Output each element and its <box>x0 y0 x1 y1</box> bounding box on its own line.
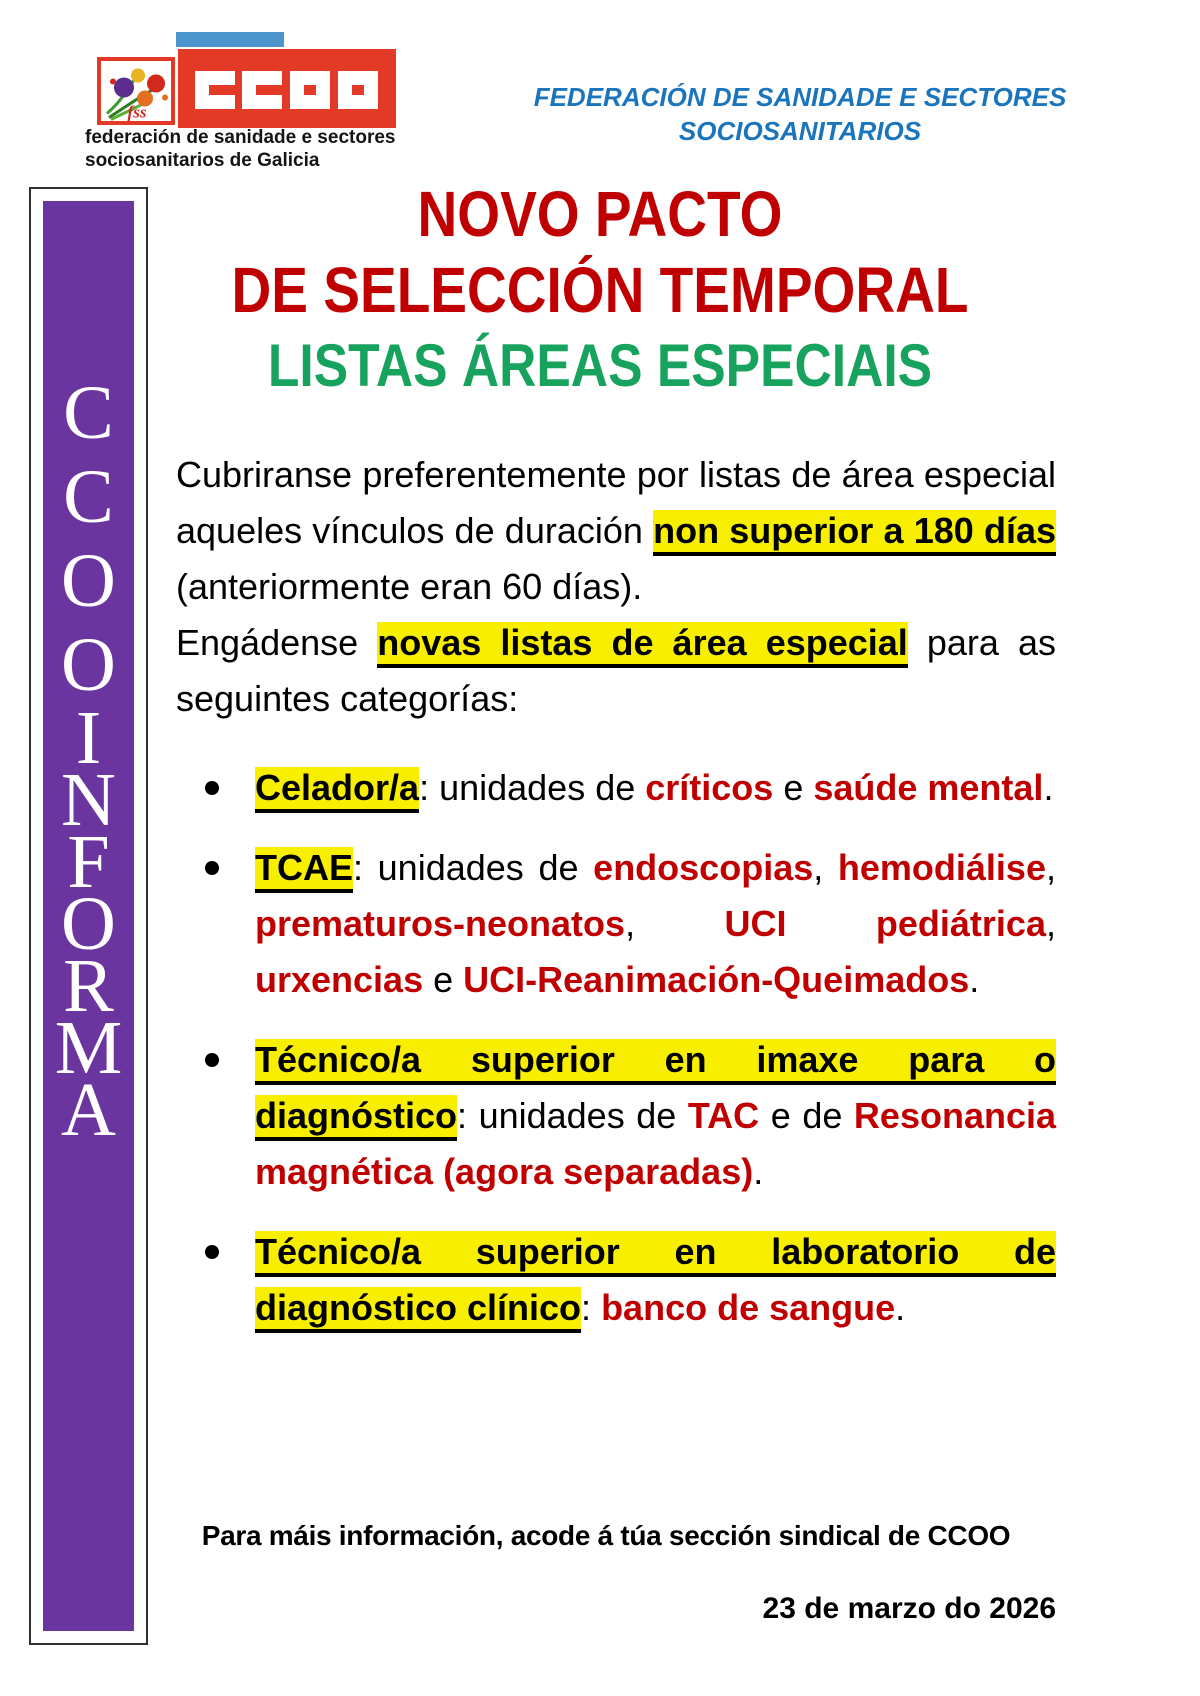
bullet3-highlight: Técnico/a superior en imaxe para o diagnóstico <box>255 1039 1056 1141</box>
bullet4-highlight: Técnico/a superior en laboratorio de diagnóstico clínico <box>255 1231 1056 1333</box>
sidebar-letter: C <box>63 370 114 455</box>
list-item <box>255 840 1056 1008</box>
sidebar-letter: M <box>54 1005 123 1090</box>
ccoo-informa-sidebar <box>29 187 148 1645</box>
ccoo-informa-bar <box>43 201 134 1631</box>
bullet2-red: prematuros-neonatos <box>255 903 626 944</box>
sidebar-letter: A <box>61 1067 116 1152</box>
federation-header-line1: FEDERACIÓN DE SANIDADE E SECTORES <box>533 82 1067 112</box>
p2-text-2: para as seguintes categorías: <box>176 622 1057 719</box>
federation-header <box>500 80 1100 148</box>
logo-org-line1: federación de sanidade e sectores <box>85 127 396 148</box>
sidebar-letter: O <box>61 622 116 707</box>
p1-text: Cubriranse preferentemente por listas de área especial aqueles vínculos de duración <box>176 454 1056 551</box>
bullet2-text: , <box>1045 847 1056 888</box>
sidebar-letter: N <box>61 757 116 842</box>
sidebar-letter: F <box>67 819 110 904</box>
logo-org-line2: sociosanitarios de Galicia <box>85 150 320 171</box>
bullet2-red: UCI pediátrica <box>724 903 1046 944</box>
sidebar-letter: R <box>63 943 114 1028</box>
bullet1-red: críticos <box>645 767 774 808</box>
sidebar-letter: O <box>61 881 116 966</box>
sidebar-letter: I <box>75 695 102 780</box>
bullet1-red: saúde mental <box>813 767 1044 808</box>
bullet2-red: endoscopias <box>593 847 814 888</box>
bullet4-text: : <box>581 1287 602 1328</box>
footer-date: 23 de marzo do 2026 <box>762 1592 1056 1625</box>
bullet2-text: , <box>625 903 725 944</box>
bullet3-text: . <box>753 1151 764 1192</box>
bullet2-text: e <box>423 959 464 1000</box>
category-list <box>176 760 1056 1336</box>
title-line1: NOVO PACTO <box>417 178 783 250</box>
bullet2-text: , <box>813 847 838 888</box>
bullet1-highlight: Celador/a <box>255 767 419 813</box>
bullet3-red: Resonancia magnética (agora separadas) <box>255 1095 1056 1192</box>
title-line3: LISTAS ÁREAS ESPECIAIS <box>267 332 933 399</box>
p2-text: Engádense <box>176 622 378 663</box>
page-title <box>144 176 1056 404</box>
p1-highlight: non superior a 180 días <box>653 510 1056 556</box>
bullet2-highlight: TCAE <box>255 847 353 893</box>
bullet2-text: . <box>969 959 980 1000</box>
fss-flower-logo <box>97 57 175 125</box>
ccoo-logo <box>178 49 396 128</box>
fss-flower-icon <box>101 61 171 121</box>
list-item <box>255 760 1056 816</box>
bullet3-text: e de <box>759 1095 854 1136</box>
bullet1-text: . <box>1043 767 1054 808</box>
title-line2: DE SELECCIÓN TEMPORAL <box>231 254 969 326</box>
sidebar-letter: C <box>63 454 114 539</box>
bullet1-text: e <box>773 767 814 808</box>
sidebar-letter: O <box>61 538 116 623</box>
bullet2-text: : unidades de <box>353 847 594 888</box>
paragraph-1 <box>176 447 1056 615</box>
bullet4-text: . <box>895 1287 906 1328</box>
bullet1-text: : unidades de <box>419 767 646 808</box>
list-item <box>255 1224 1056 1336</box>
body-content <box>176 447 1056 1336</box>
bullet4-red: banco de sangue <box>601 1287 896 1328</box>
federation-header-line2: SOCIOSANITARIOS <box>678 116 922 146</box>
paragraph-2 <box>176 615 1056 727</box>
bullet2-red: UCI-Reanimación-Queimados <box>463 959 970 1000</box>
p2-highlight: novas listas de área especial <box>377 622 908 668</box>
bullet2-red: hemodiálise <box>837 847 1046 888</box>
logo-org-name <box>85 126 445 172</box>
p1-text-2: (anteriormente eran 60 días). <box>176 566 643 607</box>
list-item <box>255 1032 1056 1200</box>
fss-logo-text: fss <box>127 102 147 121</box>
logo-blue-bar <box>176 32 284 47</box>
ccoo-logo-letters <box>178 49 396 128</box>
bullet3-text: : unidades de <box>457 1095 688 1136</box>
bullet3-red: TAC <box>687 1095 760 1136</box>
footer-info: Para máis información, acode á túa sección sindical de CCOO <box>201 1520 1011 1551</box>
bullet2-text: , <box>1045 903 1056 944</box>
bullet2-red: urxencias <box>255 959 424 1000</box>
